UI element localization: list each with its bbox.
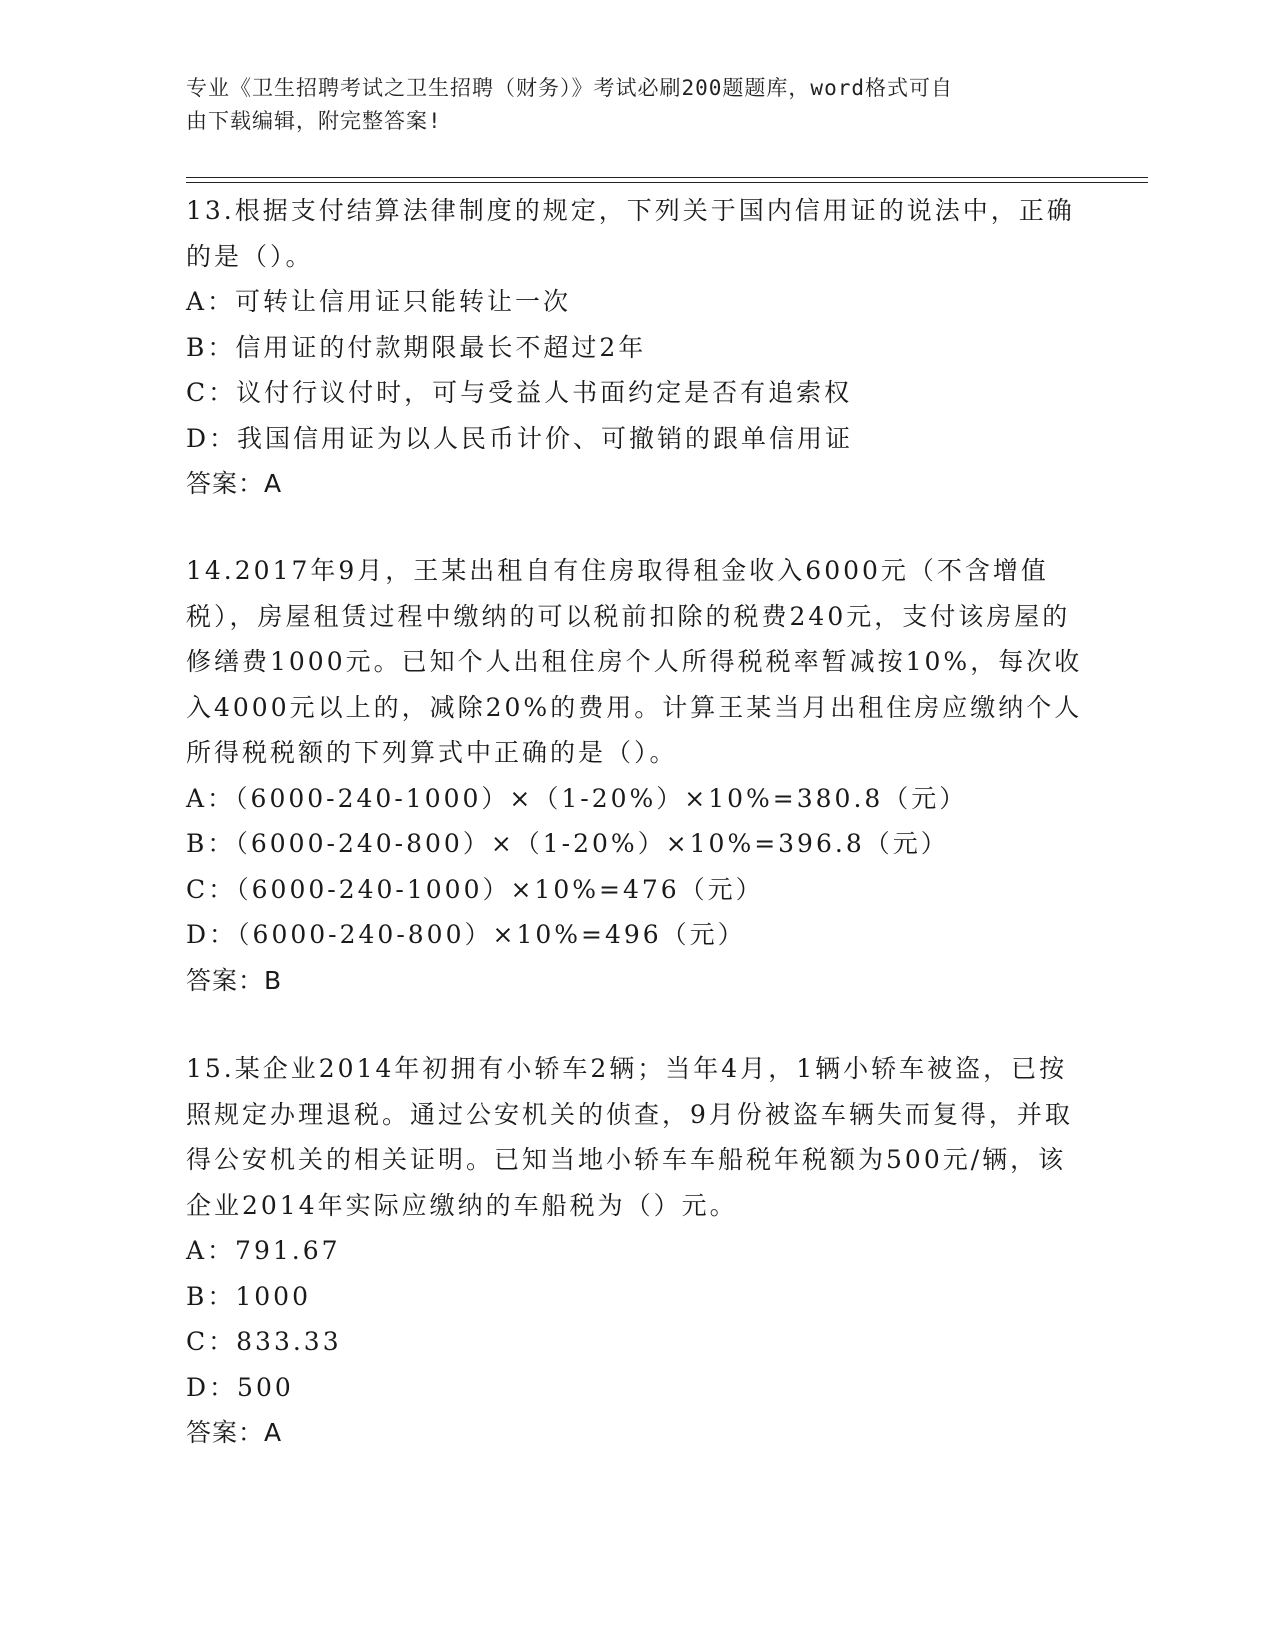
question-13 bbox=[186, 188, 1086, 507]
question-15 bbox=[186, 1046, 1086, 1456]
answer: 答案：B bbox=[186, 965, 283, 995]
question-text: 15.某企业2014年初拥有小轿车2辆；当年4月，1辆小轿车被盗，已按照规定办理退税。通过公安机关的侦查，9月份被盗车辆失而复得，并取得公安机关的相关证明。已知当地小轿车车船税年税额为500元/辆，该企业2014年实际应缴纳的车船税为（）元。 bbox=[186, 1054, 1073, 1220]
option-a: A：可转让信用证只能转让一次 bbox=[186, 287, 572, 316]
answer: 答案：A bbox=[186, 469, 283, 498]
option-b: B：（6000-240-800）×（1-20%）×10%=396.8（元） bbox=[186, 829, 949, 858]
option-c: C：833.33 bbox=[186, 1327, 342, 1356]
option-d: D：500 bbox=[186, 1372, 294, 1402]
option-b: B：信用证的付款期限最长不超过2年 bbox=[186, 332, 647, 362]
question-14 bbox=[186, 548, 1086, 1003]
header-line-1: 专业《卫生招聘考试之卫生招聘（财务）》考试必刷200题题库，word格式可自 bbox=[186, 76, 953, 100]
question-text: 13.根据支付结算法律制度的规定，下列关于国内信用证的说法中，正确的是（）。 bbox=[186, 196, 1075, 271]
question-text: 14.2017年9月，王某出租自有住房取得租金收入6000元（不含增值税），房屋租赁过程中缴纳的可以税前扣除的税费240元，支付该房屋的修缮费1000元。已知个人出租住房个人所得税税率暂减按10%，每次收入4000元以上的，减除20%的费用。计算王某当月出租住房应缴纳个人所得税税额的下列算式中正确的是（）。 bbox=[186, 556, 1083, 767]
option-c: C：议付行议付时，可与受益人书面约定是否有追索权 bbox=[186, 378, 853, 407]
option-b: B：1000 bbox=[186, 1281, 311, 1311]
header-line-2: 由下载编辑，附完整答案! bbox=[186, 109, 442, 133]
option-a: A：791.67 bbox=[186, 1236, 341, 1265]
option-c: C：（6000-240-1000）×10%=476（元） bbox=[186, 874, 764, 904]
answer: 答案：A bbox=[186, 1418, 283, 1447]
option-d: D：我国信用证为以人民币计价、可撤销的跟单信用证 bbox=[186, 423, 854, 453]
option-a: A：（6000-240-1000）×（1-20%）×10%=380.8（元） bbox=[186, 783, 968, 813]
header-divider-bottom bbox=[186, 182, 1148, 183]
document-header bbox=[186, 72, 1066, 138]
option-d: D：（6000-240-800）×10%=496（元） bbox=[186, 920, 746, 949]
header-divider-top bbox=[186, 177, 1148, 178]
